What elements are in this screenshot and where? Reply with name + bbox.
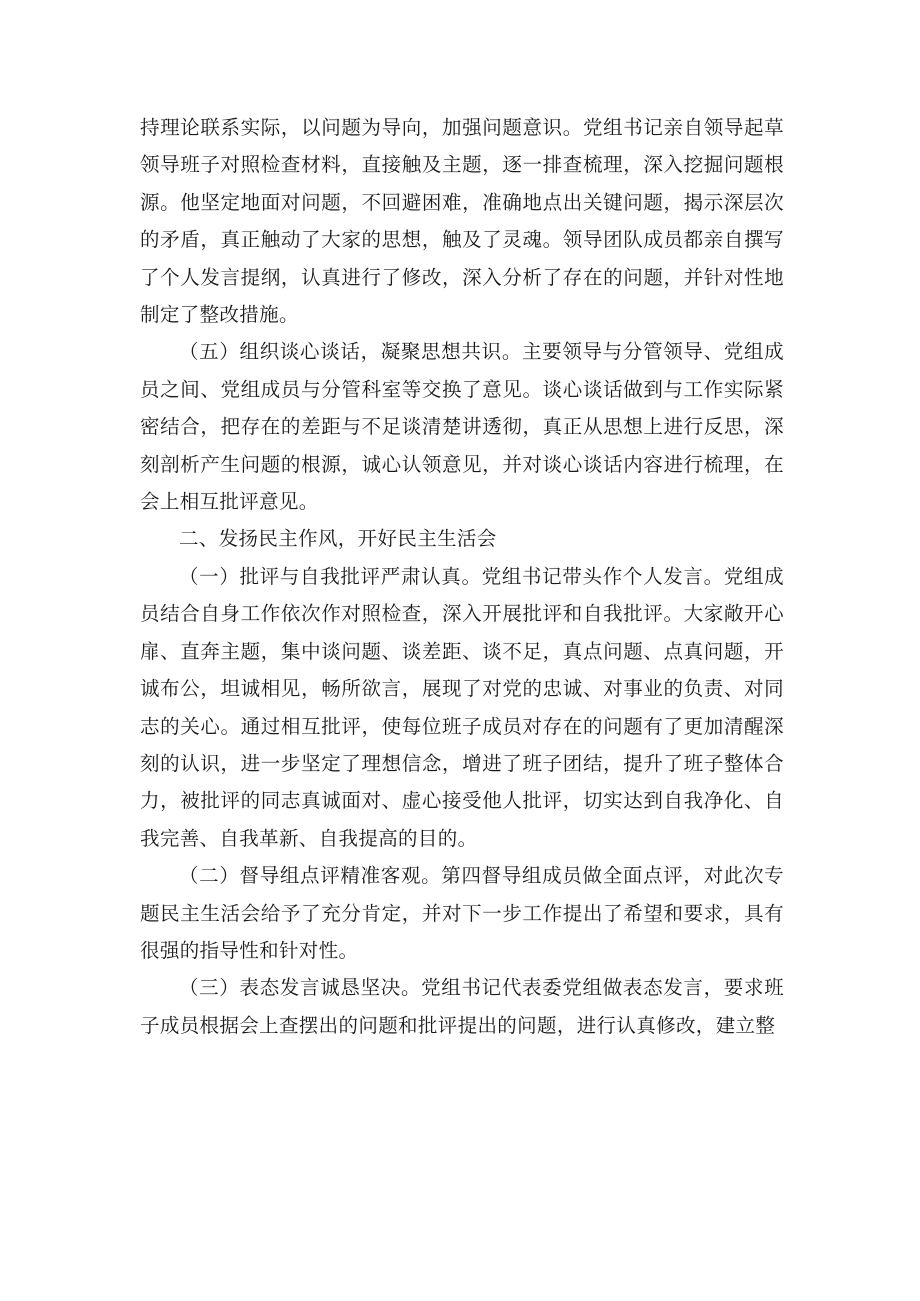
document-body (140, 109, 784, 1044)
paragraph-criticism: （一）批评与自我批评严肃认真。党组书记带头作个人发言。党组成员结合自身工作依次作对照检查，深入开展批评和自我批评。大家敞开心扉、直奔主题，集中谈问题、谈差距、谈不足，真点问题、点真问题，开诚布公，坦诚相见，畅所欲言，展现了对党的忠诚、对事业的负责、对同志的关心。通过相互批评，使每位班子成员对存在的问题有了更加清醒深刻的认识，进一步坚定了理想信念，增进了班子团结，提升了班子整体合力，被批评的同志真诚面对、虚心接受他人批评，切实达到自我净化、自我完善、自我革新、自我提高的目的。 (140, 564, 784, 850)
paragraph-continuation: 持理论联系实际，以问题为导向，加强问题意识。党组书记亲自领导起草领导班子对照检查材料，直接触及主题，逐一排查梳理，深入挖掘问题根源。他坚定地面对问题，不回避困难，准确地点出关键问题，揭示深层次的矛盾，真正触动了大家的思想，触及了灵魂。领导团队成员都亲自撰写了个人发言提纲，认真进行了修改，深入分析了存在的问题，并针对性地制定了整改措施。 (140, 116, 784, 327)
section-heading-two: 二、发扬民主作风，开好民主生活会 (179, 527, 497, 551)
paragraph-talk-sessions: （五）组织谈心谈话，凝聚思想共识。主要领导与分管领导、党组成员之间、党组成员与分管科室等交换了意见。谈心谈话做到与工作实际紧密结合，把存在的差距与不足谈清楚讲透彻，真正从思想上进行反思，深刻剖析产生问题的根源，诚心认领意见，并对谈心谈话内容进行梳理，在会上相互批评意见。 (140, 340, 784, 514)
paragraph-statement: （三）表态发言诚恳坚决。党组书记代表委党组做表态发言，要求班子成员根据会上查摆出的问题和批评提出的问题，进行认真修改，建立整 (140, 976, 784, 1037)
paragraph-supervision-review: （二）督导组点评精准客观。第四督导组成员做全面点评，对此次专题民主生活会给予了充分肯定，并对下一步工作提出了希望和要求，具有很强的指导性和针对性。 (140, 864, 784, 962)
